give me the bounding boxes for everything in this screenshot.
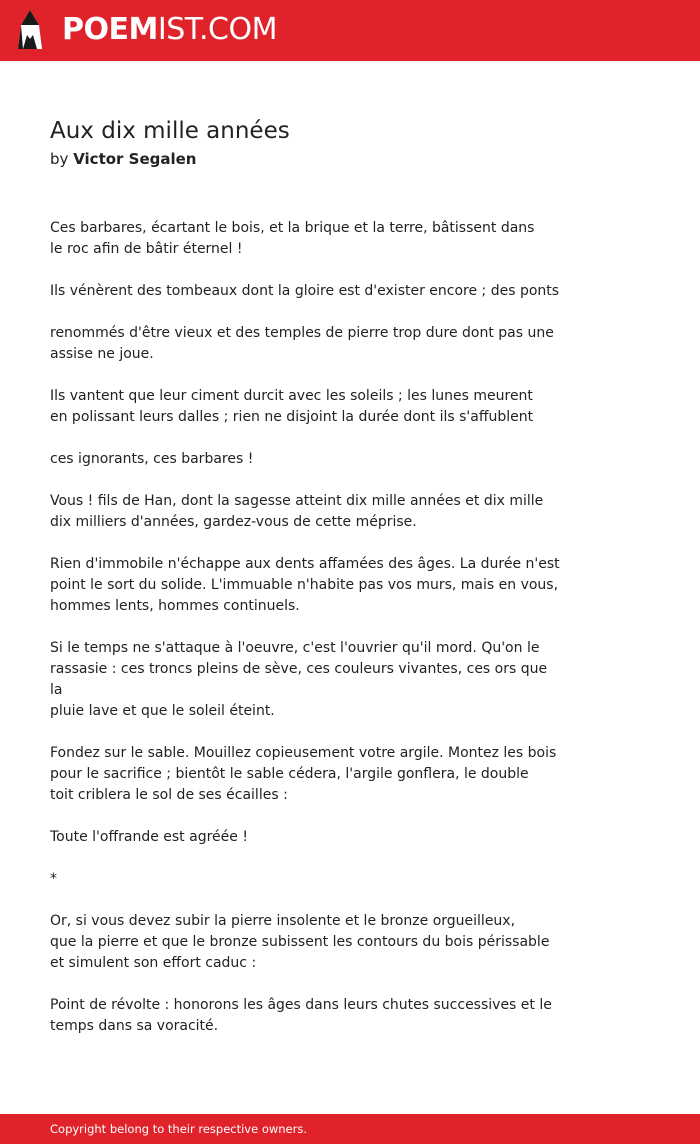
poem-line (50, 470, 570, 491)
site-footer (0, 1114, 700, 1144)
poem-line (50, 722, 570, 743)
poem-line: pour le sacrifice ; bientôt le sable cédera, l'argile gonflera, le double (50, 766, 529, 782)
poem-line: Rien d'immobile n'échappe aux dents affamées des âges. La durée n'est (50, 556, 560, 572)
poem-line (50, 428, 570, 449)
pen-nib-icon[interactable] (17, 9, 43, 51)
author-name: Victor Segalen (73, 150, 197, 168)
poem-line: toit criblera le sol de ses écailles : (50, 787, 288, 803)
poem-line (50, 302, 570, 323)
poem-line: point le sort du solide. L'immuable n'habite pas vos murs, mais en vous, (50, 577, 559, 593)
poem-line (50, 890, 570, 911)
copyright-text: Copyright belong to their respective owners. (50, 1122, 308, 1136)
poem-line (50, 974, 570, 995)
poem-line: dix milliers d'années, gardez-vous de cette méprise. (50, 514, 417, 530)
poem-line: Point de révolte : honorons les âges dans leurs chutes successives et le (50, 997, 552, 1013)
poem-line: Ces barbares, écartant le bois, et la brique et la terre, bâtissent dans (50, 220, 535, 236)
poem-line (50, 260, 570, 281)
poem-line (50, 533, 570, 554)
poem-line: que la pierre et que le bronze subissent les contours du bois périssable (50, 934, 550, 950)
logo-light-text: IST.COM (157, 12, 277, 47)
poem-line: renommés d'être vieux et des temples de pierre trop dure dont pas une (50, 325, 554, 341)
poem-line: rassasie : ces troncs pleins de sève, ces couleurs vivantes, ces ors que (50, 661, 548, 677)
poem-line: Si le temps ne s'attaque à l'oeuvre, c'est l'ouvrier qu'il mord. Qu'on le (50, 640, 540, 656)
site-logo[interactable] (62, 12, 277, 48)
poem-line: et simulent son effort caduc : (50, 955, 257, 971)
byline (50, 148, 197, 170)
poem-line: Or, si vous devez subir la pierre insolente et le bronze orgueilleux, (50, 913, 516, 929)
poem-line (50, 806, 570, 827)
poem-line: pluie lave et que le soleil éteint. (50, 703, 275, 719)
poem-line: ces ignorants, ces barbares ! (50, 451, 254, 467)
poem-line: assise ne joue. (50, 346, 154, 362)
poem-line (50, 848, 570, 869)
by-label: by (50, 150, 69, 168)
poem-line: Ils vénèrent des tombeaux dont la gloire est d'exister encore ; des ponts (50, 283, 560, 299)
poem-line: Ils vantent que leur ciment durcit avec les soleils ; les lunes meurent (50, 388, 533, 404)
poem-line: hommes lents, hommes continuels. (50, 598, 300, 614)
poem-line (50, 617, 570, 638)
poem-line (50, 365, 570, 386)
logo-bold-text: POEM (62, 12, 158, 47)
poem-line: en polissant leurs dalles ; rien ne disjoint la durée dont ils s'affublent (50, 409, 534, 425)
poem-line: * (50, 871, 57, 887)
site-header (0, 0, 700, 61)
poem-line: Fondez sur le sable. Mouillez copieusement votre argile. Montez les bois (50, 745, 557, 761)
poem-line: Vous ! fils de Han, dont la sagesse atteint dix mille années et dix mille (50, 493, 544, 509)
poem-title: Aux dix mille années (50, 118, 290, 144)
poem-line: le roc afin de bâtir éternel ! (50, 241, 243, 257)
poem-line: temps dans sa voracité. (50, 1018, 219, 1034)
poem-line: Toute l'offrande est agréée ! (50, 829, 248, 845)
poem-body (50, 218, 570, 1037)
poem-line: la (50, 682, 63, 698)
